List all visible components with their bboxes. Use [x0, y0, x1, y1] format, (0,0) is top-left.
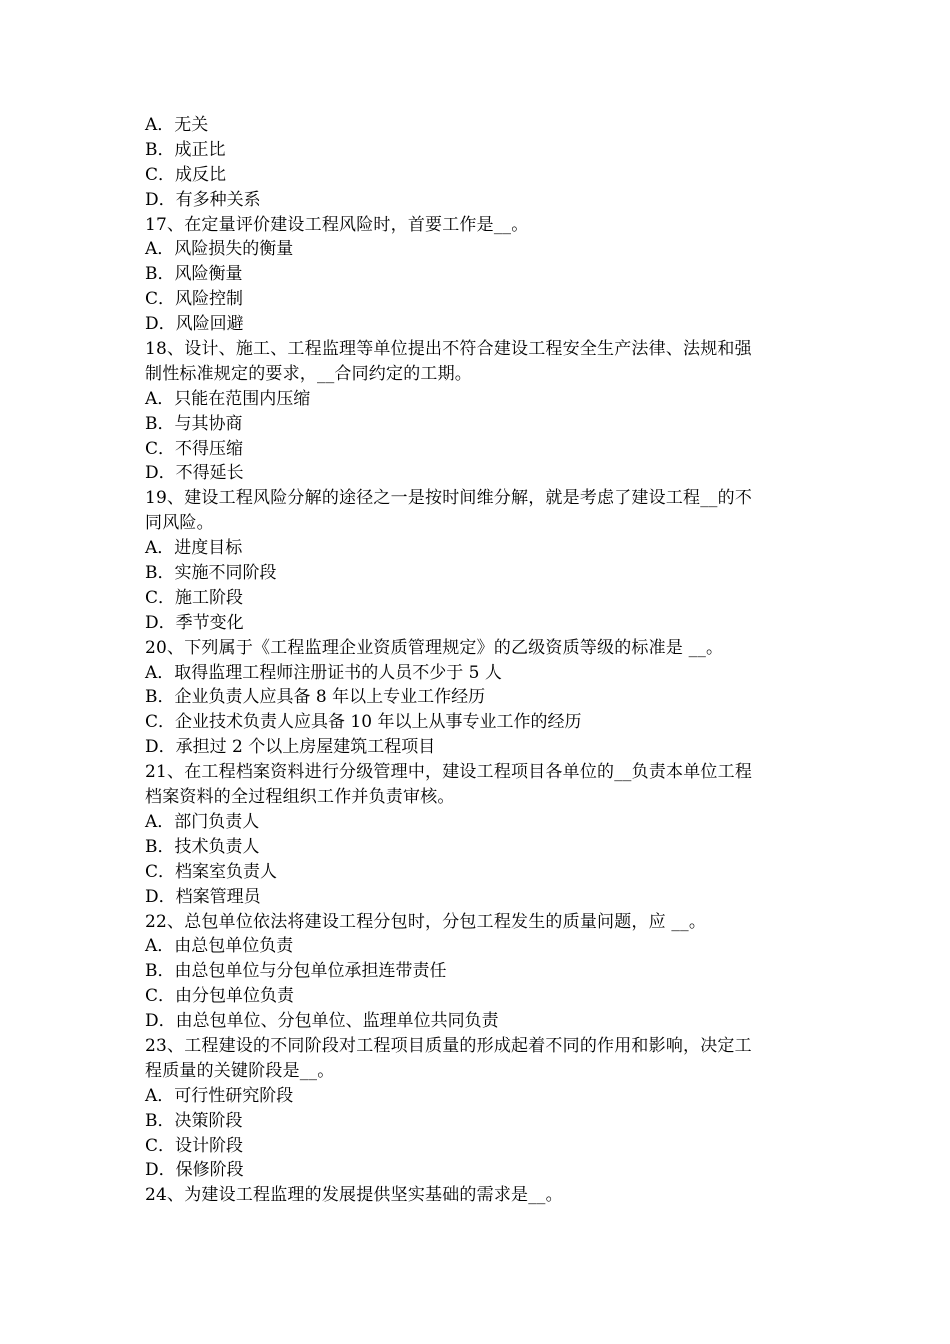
answer-option-line: A．取得监理工程师注册证书的人员不少于 5 人	[145, 662, 502, 683]
answer-option-line: D．承担过 2 个以上房屋建筑工程项目	[145, 737, 436, 758]
answer-option-line: C．风险控制	[145, 289, 244, 310]
answer-option-line: C．设计阶段	[145, 1135, 244, 1156]
answer-option-line: D．档案管理员	[145, 886, 261, 907]
answer-option-line: B．技术负责人	[145, 836, 260, 857]
answer-option-line: A．风险损失的衡量	[145, 239, 294, 260]
question-text-line: 制性标准规定的要求，__合同约定的工期。	[145, 363, 472, 384]
answer-option-line: C．企业技术负责人应具备 10 年以上从事专业工作的经历	[145, 712, 582, 733]
question-text-line: 17、在定量评价建设工程风险时，首要工作是__。	[145, 214, 529, 235]
question-text-line: 20、下列属于《工程监理企业资质管理规定》的乙级资质等级的标准是 __。	[145, 637, 724, 658]
answer-option-line: D．有多种关系	[145, 189, 261, 210]
answer-option-line: A．进度目标	[145, 538, 243, 559]
answer-option-line: A．由总包单位负责	[145, 936, 294, 957]
question-text-line: 22、总包单位依法将建设工程分包时，分包工程发生的质量问题，应 __。	[145, 911, 707, 932]
answer-option-line: B．由总包单位与分包单位承担连带责任	[145, 961, 447, 982]
question-text-line: 24、为建设工程监理的发展提供坚实基础的需求是__。	[145, 1185, 563, 1206]
answer-option-line: C．施工阶段	[145, 587, 244, 608]
answer-option-line: A．只能在范围内压缩	[145, 388, 311, 409]
answer-option-line: D．不得延长	[145, 463, 244, 484]
answer-option-line: D．保修阶段	[145, 1160, 244, 1181]
question-text-line: 18、设计、施工、工程监理等单位提出不符合建设工程安全生产法律、法规和强	[145, 339, 752, 360]
answer-option-line: B．风险衡量	[145, 264, 243, 285]
answer-option-line: B．决策阶段	[145, 1110, 243, 1131]
answer-option-line: C．不得压缩	[145, 438, 244, 459]
question-text-line: 21、在工程档案资料进行分级管理中，建设工程项目各单位的__负责本单位工程	[145, 762, 753, 783]
answer-option-line: A．无关	[145, 115, 209, 135]
answer-option-line: B．与其协商	[145, 413, 243, 434]
answer-option-line: D．由总包单位、分包单位、监理单位共同负责	[145, 1011, 499, 1032]
answer-option-line: A．部门负责人	[145, 811, 260, 832]
document-page	[145, 113, 815, 1208]
answer-option-line: D．季节变化	[145, 612, 244, 633]
answer-option-line: A．可行性研究阶段	[145, 1085, 294, 1106]
answer-option-line: D．风险回避	[145, 314, 244, 335]
question-text-line: 档案资料的全过程组织工作并负责审核。	[145, 787, 455, 808]
question-text-line: 同风险。	[145, 513, 214, 534]
question-text-line: 19、建设工程风险分解的途径之一是按时间维分解，就是考虑了建设工程__的不	[145, 488, 753, 509]
question-text-line: 程质量的关键阶段是__。	[145, 1060, 335, 1081]
answer-option-line: C．成反比	[145, 164, 227, 185]
answer-option-line: C．由分包单位负责	[145, 986, 295, 1007]
answer-option-line: B．企业负责人应具备 8 年以上专业工作经历	[145, 687, 486, 708]
answer-option-line: B．成正比	[145, 139, 226, 160]
question-text-line: 23、工程建设的不同阶段对工程项目质量的形成起着不同的作用和影响，决定工	[145, 1035, 752, 1056]
answer-option-line: B．实施不同阶段	[145, 563, 277, 584]
answer-option-line: C．档案室负责人	[145, 861, 278, 882]
